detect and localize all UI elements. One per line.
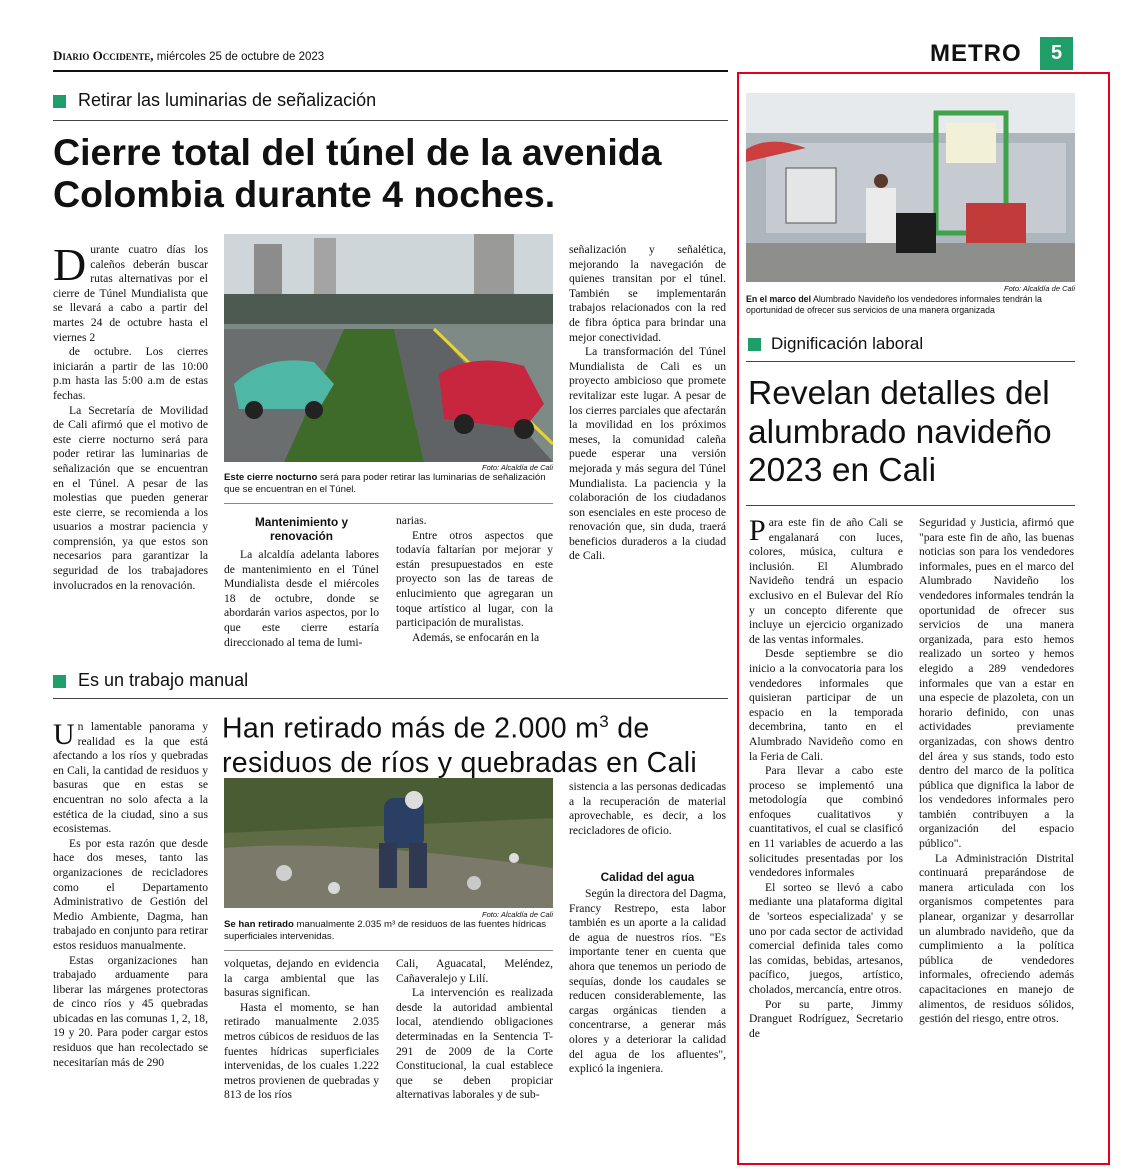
alumbrado-column-2: Seguridad y Justicia, afirmó que "para este fin de año, las buenas noticias son para los vendedores informales, pues en el marco del Alumbrado Navideño los vendedores informales tendrán la oportunidad de ofrecer sus servicios de una manera organizada, para esto hemos realizado un sorteo y hemos elegido a 289 vendedores informales que van a estar en una especie de plazoleta, con un horario definido, con unas actividades previamente organizadas, con shows dentro del área y sus stands, todo esto dentro del marco de la política pública que dignifica la labor de los vendedores informales pero también contribuyen a la organización del espacio público". La Administración Distrital continuará preparándose de manera articulada con los organismos competentes para planear, organizar y desarrollar un alumbrado navideño, que da cumplimiento a la política pública de vendedores informales, ofreciendo además capacitaciones en manejo de alimentos, de residuos sólidos, gestión del riesgo, entre otros. [919, 516, 1074, 1026]
kicker-rule [53, 120, 728, 121]
dropcap: U [53, 718, 75, 751]
dropcap: P [749, 514, 766, 547]
river-photo [224, 778, 553, 908]
residuos-column-1: U n lamentable panorama y realidad es la que está afectando a los ríos y quebradas en Cali, la cantidad de residuos y basuras que en estas se encuentran no solo afecta a la estética de la ciudad, sino a sus ecosistemas. Es por esta razón que desde hace dos meses, tanto las organizaciones de recicladores como el Departamento Administrativo de Gestión del Medio Ambiente, Dagma, han trabajado en conjunto para retirar estos residuos manualmente. Estas organizaciones han trabajado arduamente para liberar las márgenes protectoras de cinco ríos y 45 quebradas ubicadas en las comunas 1, 2, 18, 19 y 20. Para poder cargar estos residuos que han recolectado se necesitarían más de 290 [53, 718, 208, 1069]
photo-credit: Foto: Alcaldía de Cali [1003, 284, 1075, 293]
photo-caption: Se han retirado manualmente 2.035 m³ de residuos de las fuentes hídricas superficiales intervenidas. [224, 919, 547, 942]
headline-alumbrado: Revelan detalles del alumbrado navideño 2023 en Cali [748, 375, 1052, 489]
headline-tunnel: Cierre total del túnel de la avenida Colombia durante 4 noches. [53, 131, 662, 215]
paper-name: Diario Occidente, [53, 48, 154, 63]
kicker-alumbrado: Dignificación laboral [748, 334, 923, 354]
masthead [53, 48, 324, 64]
photo-credit: Foto: Alcaldía de Cali [481, 910, 553, 919]
photo-caption: En el marco del Alumbrado Navideño los vendedores informales tendrán la oportunidad de ofrecer sus servicios de una manera organizada [746, 294, 1042, 315]
residuos-column-4b: Según la directora del Dagma, Francy Restrepo, esta labor también es un aporte a la calidad de agua de nuestros ríos. "Es importante tener en cuenta que ahora que tenemos un periodo de sequías, donde los caudales se reducen considerablemente, las cargas orgánicas tienden a concentrarse, a generar más olores y a deteriorar la calidad del agua de los afluentes", explicó la ingeniera. [569, 887, 726, 1076]
section-name: METRO [930, 40, 1022, 67]
photo-credit: Foto: Alcaldía de Cali [481, 463, 553, 472]
tunnel-column-2: La alcaldía adelanta labores de mantenimiento en el Túnel Mundialista desde el miércoles 18 de octubre, donde se abordarán varios aspectos, por lo que este cierre estaría direccionado al tema de lumi- [224, 548, 379, 649]
subhead-calidad: Calidad del agua [600, 870, 695, 884]
residuos-column-4: sistencia a las personas dedicadas a la recuperación de material aprovechable, es decir, a los recicladores de oficio. [569, 780, 726, 837]
alumbrado-column-1: P ara este fin de año Cali se engalanará con luces, colores, música, cultura e inclusión. El Alumbrado Navideño tendrá un espacio exclusivo en el Bulevar del Río y un concepto diferente que incluye un ejercicio organizado de las ventas informales. Desde septiembre se dio inicio a la convocatoria para los vendedores informales que quisieran participar de un espacio en la temporada decembrina, tanto en el Alumbrado Navideño como en la Feria de Cali. Para llevar a cabo este proceso se implementó una metodología que combinó enfoques cualitativos y cuantitativos, el cual se clasificó en 11 variables de acuerdo a las solicitudes presentadas por los vendedores informales El sorteo se llevó a cabo mediante una plataforma digital de 'sorteos especializada' y se uno por cada sector de actividad comercial definida tales como las comidas, bebidas, artesanos, pacífico, juegos, artístico, cholados, mercancía, entre otros. Por su parte, Jimmy Dranguet Rodríguez, Secretario de [749, 514, 903, 1040]
residuos-column-2: volquetas, dejando en evidencia la carga ambiental que las basuras significan. Hasta el momento, se han retirado manualmente 2.035 metros cúbicos de residuos de las fuentes hídricas superficiales intervenidas, de los cuales 1.222 metros provienen de quebradas y 813 de los ríos [224, 957, 379, 1102]
kicker-rule [53, 698, 728, 699]
headline-residuos: Han retirado más de 2.000 $m^3$ de residuos de ríos y quebradas en Cali [222, 712, 697, 779]
vendors-photo [746, 93, 1075, 282]
tunnel-column-1: D urante cuatro días los caleños deberán buscar rutas alternativas por el cierre de Túnel Mundialista que se llevará a cabo a partir del martes 24 de octubre hasta el viernes 2 de octubre. Los cierres iniciarán a partir de las 10:00 p.m hasta las 5:00 a.m de estas fechas. La Secretaría de Movilidad de Cali afirmó que el motivo de este cierre nocturno será para poder retirar las luminarias de señalización que se encuentran en el Túnel. A pesar de las molestias que pueden generar este cierre, se recomienda a los usuarios a mostrar paciencia y comprensión, ya que estos son necesarios para garantizar la seguridad de los trabajadores involucrados en la renovación. [53, 239, 208, 592]
kicker-square-icon [53, 675, 66, 688]
headline-rule [746, 505, 1075, 506]
subhead-mantenimiento: Mantenimiento y renovación [254, 515, 349, 543]
masthead-rule [53, 70, 728, 72]
kicker-residuos: Es un trabajo manual [53, 670, 248, 691]
kicker-tunnel: Retirar las luminarias de señalización [53, 90, 376, 111]
photo-caption: Este cierre nocturno será para poder retirar las luminarias de señalización que se encuentran en el Túnel. [224, 472, 546, 495]
kicker-rule [746, 361, 1075, 362]
tunnel-column-3: narias. Entre otros aspectos que todavía faltarían por mejorar y están presupuestados en este proyecto son las de tareas de enlucimiento que agregaran un toque artístico al lugar, con la participación de muralistas. Además, se enfocarán en la [396, 514, 553, 644]
tunnel-column-4: señalización y señalética, mejorando la navegación de quienes transitan por el túnel. También se implementarán trabajos relacionados con la red de fibra óptica para brindar una mejor conectividad. La transformación del Túnel Mundialista de Cali es un proyecto ambicioso que promete revitalizar este lugar. A pesar de los cierres parciales que afectarán la movilidad en los próximos meses, la comunidad caleña puede esperar una versión mejorada y más segura del Túnel Mundialista. La paciencia y la colaboración de los ciudadanos son esenciales en este proceso de renovación que, sin duda, traerá beneficios duraderos a la ciudad de Cali. [569, 243, 726, 563]
residuos-column-3: Cali, Aguacatal, Meléndez, Cañaveralejo y Lilí. La intervención es realizada desde la autoridad ambiental local, atendiendo obligaciones determinadas en la Sentencia T-291 de 2009 de la Corte Constitucional, la cual establece que se deben propiciar alternativas laborales y de sub- [396, 957, 553, 1102]
dropcap: D [53, 239, 87, 290]
tunnel-photo [224, 234, 553, 462]
caption-rule [224, 950, 553, 951]
page-number: 5 [1040, 37, 1073, 70]
kicker-square-icon [53, 95, 66, 108]
issue-date: miércoles 25 de octubre de 2023 [153, 51, 325, 63]
kicker-square-icon [748, 338, 761, 351]
caption-rule [224, 503, 553, 504]
